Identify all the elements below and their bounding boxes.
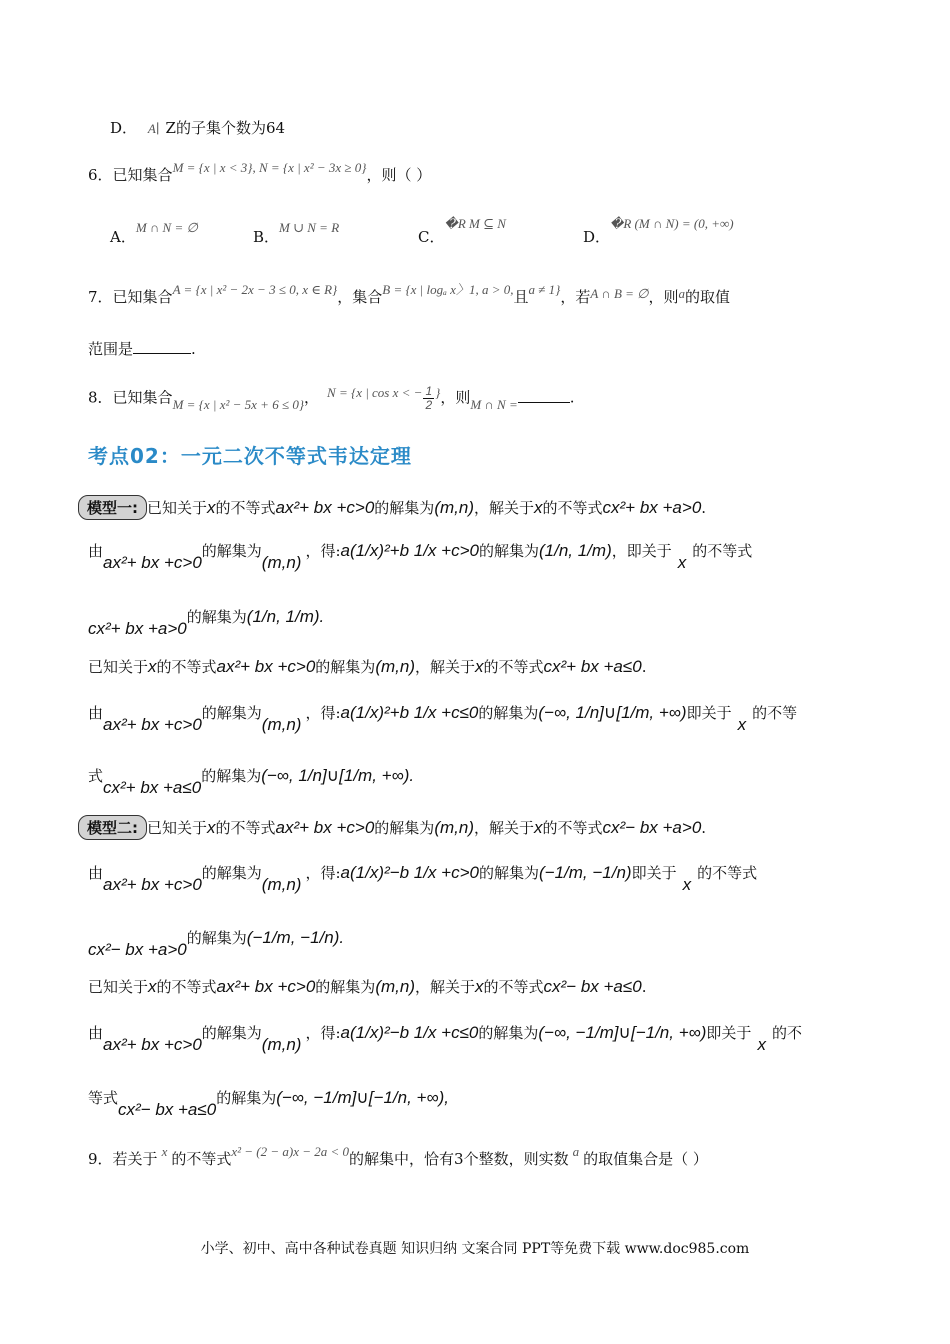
text: 的不 (771, 1024, 802, 1042)
option-label: B． (253, 228, 280, 246)
math-expr: M = {x | x < 3}, N = {x | x² − 3x ≥ 0} (172, 160, 367, 175)
math-expr: cx²+ bx +a>0 (602, 498, 702, 517)
text: 的解集为 (315, 658, 376, 676)
text: 的不等 (752, 704, 798, 722)
math-expr: (−∞, −1/m]∪[−1/n, +∞), (276, 1088, 449, 1107)
question-text: ，若 (560, 288, 591, 306)
text: 的解集为 (315, 978, 376, 996)
model2-line5 (88, 1022, 802, 1054)
math-expr: cx²+ bx +a>0 (88, 619, 187, 638)
math-expr: ax²+ bx +c>0 (216, 657, 316, 676)
text: 的解集为 (186, 929, 247, 947)
math-expr: ax²+ bx +c>0 (103, 1035, 202, 1054)
math-expr: ax²+ bx +c>0 (103, 715, 202, 734)
math-expr: ax²+ bx +c>0 (103, 553, 202, 572)
q6-option-b (253, 220, 340, 247)
text: 的解集为 (478, 542, 539, 560)
text: ，解关于 (414, 978, 475, 996)
text: 的解集为 (478, 704, 539, 722)
question-text: ，集合 (337, 288, 383, 306)
text: 的解集为 (201, 767, 262, 785)
punctuation: . (191, 340, 196, 358)
option-text: Z的子集个数为64 (165, 119, 286, 137)
question-text: 的取值集合是（ ） (583, 1150, 708, 1168)
var: x (148, 657, 157, 676)
model2-line4 (88, 976, 646, 997)
math-expr: (m,n) (261, 875, 302, 894)
math-expr: cx²− bx +a>0 (88, 940, 187, 959)
q6-option-c (418, 216, 506, 247)
text: ，解关于 (473, 819, 534, 837)
text: 由 (88, 542, 104, 560)
text: 的解集为 (201, 704, 262, 722)
var: x (534, 498, 543, 517)
text: 已知关于 (88, 658, 149, 676)
model1-line3 (88, 606, 325, 638)
math-expr: M ∩ N = (470, 396, 518, 412)
var: x (207, 818, 216, 837)
question-text: 的解集中，恰有3个整数，则实数 (349, 1150, 569, 1168)
text: 的不等式 (697, 864, 758, 882)
question-text: ，则 (440, 388, 471, 407)
var: x (207, 498, 216, 517)
math-expr: cx²− bx +a≤0 (118, 1100, 217, 1119)
math-expr: (m,n) (375, 977, 415, 996)
math-expr: A = {x | x² − 2x − 3 ≤ 0, x ∈ R} (172, 282, 338, 297)
fraction (423, 385, 434, 412)
q5-option-d (110, 117, 285, 138)
text: 的不等式 (692, 542, 753, 560)
text: 的解集为 (374, 819, 435, 837)
text: 的解集为 (478, 864, 539, 882)
question-number: 7． (88, 288, 113, 306)
math-expr: M ∩ N = ∅ (135, 220, 198, 235)
section-heading: 考点02：一元二次不等式韦达定理 (88, 444, 412, 468)
math-expr: } (435, 384, 441, 400)
var: x (148, 977, 157, 996)
model-badge: 模型一: (78, 495, 147, 520)
var: x (677, 553, 687, 572)
model-badge: 模型二: (78, 815, 147, 840)
math-expr: cx²− bx +a>0 (602, 818, 702, 837)
text: 即关于 (686, 704, 732, 722)
var: x (534, 818, 543, 837)
text: 的不等式 (215, 499, 276, 517)
text: 的解集为 (478, 1024, 539, 1042)
math-expr: (−1/m, −1/n) (538, 863, 632, 882)
var: x (161, 1144, 168, 1159)
model1-line2 (88, 540, 753, 572)
option-label: A． (110, 228, 136, 246)
text: 式 (88, 767, 104, 785)
punctuation: . (569, 388, 575, 407)
question-number: 8． (88, 388, 113, 407)
math-expr: (−∞, 1/n]∪[1/m, +∞) (538, 703, 687, 722)
model1-line4 (88, 656, 646, 677)
var: x (475, 657, 484, 676)
text: 的不等式 (483, 658, 544, 676)
text: ，即关于 (611, 542, 672, 560)
question-text: 且 (513, 288, 529, 306)
question-text: 若关于 (112, 1150, 158, 1168)
text: 的解集为 (201, 542, 262, 560)
punctuation: . (641, 978, 647, 996)
text: 由 (88, 1024, 104, 1042)
math-expr: (1/n, 1/m) (538, 541, 612, 560)
math-expr: (m,n) (434, 818, 474, 837)
math-expr: (m,n) (261, 715, 302, 734)
question-7-line2 (88, 338, 196, 359)
question-text: ，则（ ） (366, 166, 432, 184)
math-expr: (m,n) (375, 657, 415, 676)
math-expr: a (678, 286, 685, 301)
question-text: 的取值 (685, 288, 731, 306)
math-expr: �R (M ∩ N) = (0, +∞) (610, 216, 734, 231)
math-expr: M = {x | x² − 5x + 6 ≤ 0} (172, 396, 305, 412)
answer-blank (518, 402, 570, 403)
text: 的解集为 (201, 864, 262, 882)
var: x (737, 715, 747, 734)
math-expr: B = {x | logₐ x〉1, a > 0, (382, 282, 514, 297)
math-expr: a(1/x)²+b 1/x +c≤0 (340, 703, 479, 722)
math-expr: cx²+ bx +a≤0 (543, 657, 642, 676)
question-text: 的不等式 (171, 1150, 232, 1168)
option-label: D． (110, 119, 138, 137)
text: ，解关于 (473, 499, 534, 517)
var: a (572, 1144, 580, 1159)
text: 已知关于 (147, 499, 208, 517)
model1-line1 (78, 495, 706, 520)
text: 即关于 (706, 1024, 752, 1042)
question-8 (88, 385, 575, 412)
var: x (475, 977, 484, 996)
text: 的不等式 (215, 819, 276, 837)
math-expr: (−∞, 1/n]∪[1/m, +∞). (261, 766, 415, 785)
text: ，得: (305, 1024, 341, 1042)
punctuation: . (701, 499, 707, 517)
text: ，得: (305, 704, 341, 722)
text: ，解关于 (414, 658, 475, 676)
math-expr: (m,n) (434, 498, 474, 517)
var: x (682, 875, 692, 894)
text: 的不等式 (542, 819, 603, 837)
math-expr: a(1/x)²−b 1/x +c≤0 (340, 1023, 479, 1042)
question-7 (88, 282, 731, 307)
math-expr: (−1/m, −1/n). (246, 928, 345, 947)
text: ，得: (305, 542, 341, 560)
punctuation: ， (304, 388, 320, 407)
text: 的解集为 (201, 1024, 262, 1042)
math-expr: N = {x | cos x < − (327, 384, 423, 400)
text: 即关于 (631, 864, 677, 882)
text: ，得: (305, 864, 341, 882)
question-number: 6． (88, 166, 113, 184)
text: 的解集为 (186, 608, 247, 626)
text: 的解集为 (216, 1089, 277, 1107)
math-expr: (m,n) (261, 1035, 302, 1054)
model1-line5 (88, 702, 798, 734)
math-expr: x² − (2 − a)x − 2a < 0 (231, 1144, 350, 1159)
math-expr: ax²+ bx +c>0 (216, 977, 316, 996)
answer-blank (133, 353, 191, 354)
text: 由 (88, 864, 104, 882)
math-expr: cx²+ bx +a≤0 (103, 778, 202, 797)
q6-option-d (583, 216, 734, 247)
question-text: 已知集合 (112, 166, 173, 184)
math-expr: ax²+ bx +c>0 (275, 818, 375, 837)
math-expr: A∣ (147, 121, 160, 136)
model2-line1 (78, 815, 706, 840)
math-expr: (−∞, −1/m]∪[−1/n, +∞) (538, 1023, 707, 1042)
math-expr: M ∪ N = R (279, 220, 340, 235)
text: 等式 (88, 1089, 119, 1107)
question-text: 范围是 (88, 340, 134, 358)
numerator: 1 (425, 384, 433, 398)
model1-line6 (88, 765, 415, 797)
math-expr: cx²− bx +a≤0 (543, 977, 642, 996)
text: 由 (88, 704, 104, 722)
option-label: D． (583, 228, 611, 246)
question-number: 9． (88, 1150, 113, 1168)
text: 已知关于 (88, 978, 149, 996)
question-6 (88, 160, 432, 185)
math-expr: (m,n) (261, 553, 302, 572)
math-expr: A ∩ B = ∅ (590, 286, 649, 301)
text: 的不等式 (542, 499, 603, 517)
math-expr: a(1/x)²−b 1/x +c>0 (340, 863, 479, 882)
math-expr: a(1/x)²+b 1/x +c>0 (340, 541, 479, 560)
question-9 (88, 1144, 708, 1169)
math-expr: ax²+ bx +c>0 (275, 498, 375, 517)
question-text: ，则 (648, 288, 679, 306)
model2-line3 (88, 927, 345, 959)
text: 的不等式 (156, 978, 217, 996)
math-expr: (1/n, 1/m). (246, 607, 325, 626)
question-text: 已知集合 (112, 388, 173, 407)
math-expr: �R M ⊆ N (444, 216, 506, 231)
math-expr: a ≠ 1} (528, 282, 561, 297)
math-expr: ax²+ bx +c>0 (103, 875, 202, 894)
model2-line6 (88, 1087, 449, 1119)
var: x (757, 1035, 766, 1054)
model2-line2 (88, 862, 758, 894)
text: 的解集为 (374, 499, 435, 517)
question-text: 已知集合 (112, 288, 173, 306)
text: 的不等式 (483, 978, 544, 996)
page-footer: 小学、初中、高中各种试卷真题 知识归纳 文案合同 PPT等免费下载 www.doc985.com (200, 1241, 750, 1257)
punctuation: . (701, 819, 707, 837)
q6-option-a (110, 220, 198, 247)
text: 已知关于 (147, 819, 208, 837)
punctuation: . (641, 658, 647, 676)
text: 的不等式 (156, 658, 217, 676)
denominator: 2 (425, 398, 433, 412)
option-label: C． (418, 228, 445, 246)
